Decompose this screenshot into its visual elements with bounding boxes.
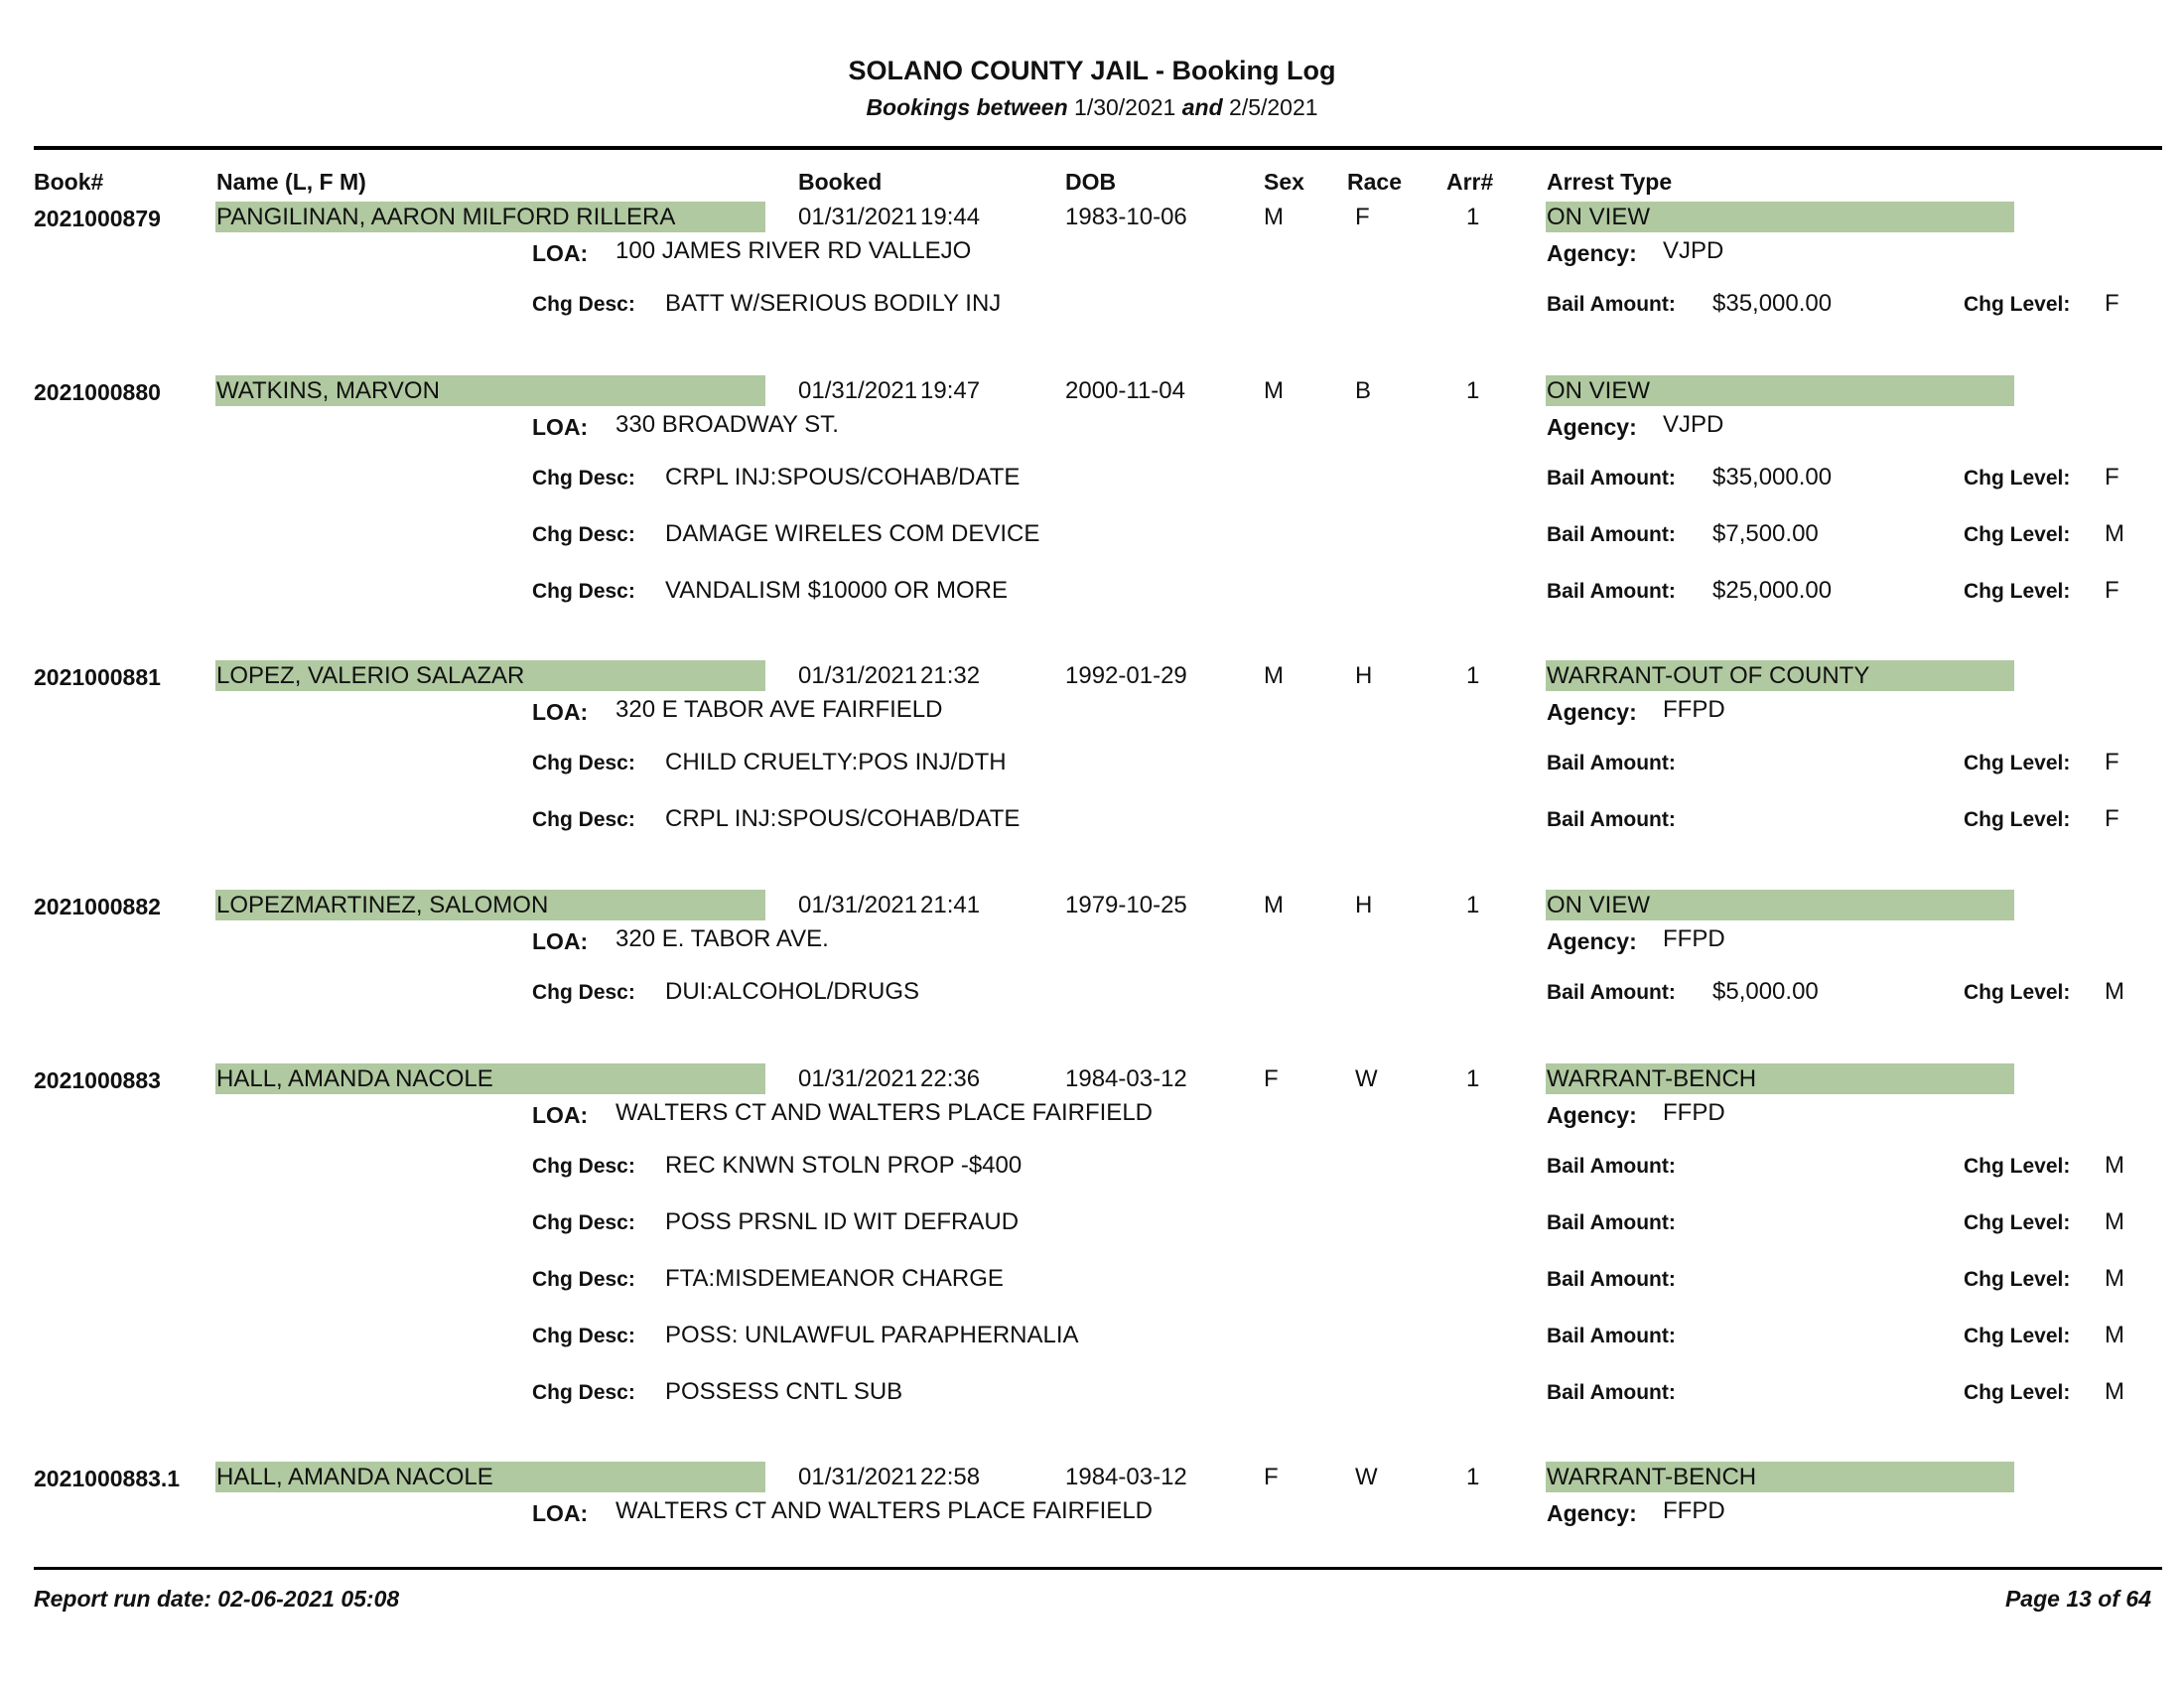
bail-amount-label: Bail Amount:: [1547, 1155, 1676, 1178]
col-arrest-type: Arrest Type: [1547, 169, 1673, 195]
dob: 1983-10-06: [1065, 204, 1187, 230]
agency-label: Agency:: [1547, 1500, 1637, 1526]
col-sex: Sex: [1264, 169, 1304, 195]
chg-level-label: Chg Level:: [1964, 808, 2071, 831]
book-number: 2021000879: [34, 206, 161, 231]
race: W: [1355, 1464, 1378, 1490]
chg-level-label: Chg Level:: [1964, 293, 2071, 316]
charge-description: FTA:MISDEMEANOR CHARGE: [665, 1265, 1004, 1292]
report-subtitle: [0, 94, 2184, 121]
agency-value: FFPD: [1663, 696, 1725, 723]
race: H: [1355, 662, 1373, 689]
agency-label: Agency:: [1547, 240, 1637, 266]
charge-level: M: [2105, 1265, 2124, 1292]
arrest-type: ON VIEW: [1547, 892, 1651, 918]
chg-level-label: Chg Level:: [1964, 467, 2071, 490]
dob: 1979-10-25: [1065, 892, 1187, 918]
charge-level: F: [2105, 749, 2119, 775]
sex: M: [1264, 662, 1284, 689]
bail-amount-label: Bail Amount:: [1547, 1211, 1676, 1234]
chg-desc-label: Chg Desc:: [532, 1268, 635, 1291]
loa-value: WALTERS CT AND WALTERS PLACE FAIRFIELD: [615, 1099, 1153, 1126]
top-rule: [34, 146, 2162, 150]
arrest-type: WARRANT-BENCH: [1547, 1464, 1757, 1490]
inmate-name: LOPEZ, VALERIO SALAZAR: [216, 662, 525, 689]
charge-description: BATT W/SERIOUS BODILY INJ: [665, 290, 1002, 317]
bail-amount-label: Bail Amount:: [1547, 981, 1676, 1004]
inmate-name: WATKINS, MARVON: [216, 377, 440, 404]
bail-amount-label: Bail Amount:: [1547, 752, 1676, 774]
chg-desc-label: Chg Desc:: [532, 1381, 635, 1404]
bail-amount-label: Bail Amount:: [1547, 1268, 1676, 1291]
sex: F: [1264, 1065, 1279, 1092]
charge-description: POSS PRSNL ID WIT DEFRAUD: [665, 1208, 1020, 1235]
chg-level-label: Chg Level:: [1964, 1268, 2071, 1291]
chg-desc-label: Chg Desc:: [532, 467, 635, 490]
dob: 1992-01-29: [1065, 662, 1187, 689]
bail-amount: $5,000.00: [1712, 978, 1819, 1005]
agency-value: FFPD: [1663, 1497, 1725, 1524]
loa-value: 320 E TABOR AVE FAIRFIELD: [615, 696, 943, 723]
agency-value: VJPD: [1663, 237, 1724, 264]
col-dob: DOB: [1065, 169, 1117, 195]
booked-date: 01/31/2021: [798, 662, 918, 689]
chg-desc-label: Chg Desc:: [532, 1325, 635, 1347]
booked-time: 22:58: [920, 1464, 981, 1490]
charge-level: M: [2105, 1378, 2124, 1405]
subtitle-prefix: Bookings between: [866, 94, 1068, 120]
race: H: [1355, 892, 1373, 918]
booked-date: 01/31/2021: [798, 1065, 918, 1092]
bail-amount-label: Bail Amount:: [1547, 808, 1676, 831]
race: F: [1355, 204, 1370, 230]
booked-time: 22:36: [920, 1065, 981, 1092]
arrest-number: 1: [1466, 662, 1480, 689]
race: B: [1355, 377, 1372, 404]
bottom-rule: [34, 1567, 2162, 1570]
bail-amount-label: Bail Amount:: [1547, 293, 1676, 316]
agency-label: Agency:: [1547, 414, 1637, 440]
charge-description: DUI:ALCOHOL/DRUGS: [665, 978, 920, 1005]
bail-amount-label: Bail Amount:: [1547, 1381, 1676, 1404]
dob: 1984-03-12: [1065, 1464, 1187, 1490]
arrest-type: ON VIEW: [1547, 377, 1651, 404]
charge-description: CRPL INJ:SPOUS/COHAB/DATE: [665, 464, 1021, 491]
arrest-type: WARRANT-OUT OF COUNTY: [1547, 662, 1870, 689]
booked-time: 19:47: [920, 377, 981, 404]
charge-level: M: [2105, 1322, 2124, 1348]
arrest-number: 1: [1466, 377, 1480, 404]
subtitle-and: and: [1181, 94, 1223, 120]
charge-description: POSSESS CNTL SUB: [665, 1378, 903, 1405]
chg-desc-label: Chg Desc:: [532, 1155, 635, 1178]
chg-level-label: Chg Level:: [1964, 580, 2071, 603]
inmate-name: PANGILINAN, AARON MILFORD RILLERA: [216, 204, 676, 230]
agency-label: Agency:: [1547, 1102, 1637, 1128]
charge-level: F: [2105, 464, 2119, 491]
bail-amount: $35,000.00: [1712, 290, 1833, 317]
chg-level-label: Chg Level:: [1964, 1325, 2071, 1347]
booked-time: 21:32: [920, 662, 981, 689]
col-arr: Arr#: [1446, 169, 1494, 195]
sex: M: [1264, 377, 1284, 404]
col-name: Name (L, F M): [216, 169, 366, 195]
chg-level-label: Chg Level:: [1964, 1155, 2071, 1178]
chg-desc-label: Chg Desc:: [532, 1211, 635, 1234]
inmate-name: HALL, AMANDA NACOLE: [216, 1065, 493, 1092]
loa-label: LOA:: [532, 240, 589, 266]
chg-desc-label: Chg Desc:: [532, 523, 635, 546]
charge-description: REC KNWN STOLN PROP -$400: [665, 1152, 1023, 1179]
agency-label: Agency:: [1547, 699, 1637, 725]
arrest-number: 1: [1466, 204, 1480, 230]
arrest-type: WARRANT-BENCH: [1547, 1065, 1757, 1092]
book-number: 2021000880: [34, 379, 161, 405]
chg-desc-label: Chg Desc:: [532, 580, 635, 603]
booked-time: 19:44: [920, 204, 981, 230]
book-number: 2021000882: [34, 894, 161, 919]
chg-level-label: Chg Level:: [1964, 981, 2071, 1004]
inmate-name: HALL, AMANDA NACOLE: [216, 1464, 493, 1490]
loa-label: LOA:: [532, 1500, 589, 1526]
dob: 1984-03-12: [1065, 1065, 1187, 1092]
sex: M: [1264, 204, 1284, 230]
booked-date: 01/31/2021: [798, 377, 918, 404]
charge-description: CRPL INJ:SPOUS/COHAB/DATE: [665, 805, 1021, 832]
chg-level-label: Chg Level:: [1964, 523, 2071, 546]
inmate-name: LOPEZMARTINEZ, SALOMON: [216, 892, 549, 918]
agency-value: FFPD: [1663, 925, 1725, 952]
loa-value: 330 BROADWAY ST.: [615, 411, 839, 438]
booked-date: 01/31/2021: [798, 892, 918, 918]
bail-amount-label: Bail Amount:: [1547, 523, 1676, 546]
arrest-type: ON VIEW: [1547, 204, 1651, 230]
loa-value: WALTERS CT AND WALTERS PLACE FAIRFIELD: [615, 1497, 1153, 1524]
loa-label: LOA:: [532, 1102, 589, 1128]
report-title: SOLANO COUNTY JAIL - Booking Log: [848, 56, 1336, 85]
charge-description: VANDALISM $10000 OR MORE: [665, 577, 1009, 604]
agency-value: FFPD: [1663, 1099, 1725, 1126]
charge-level: M: [2105, 1208, 2124, 1235]
col-booked: Booked: [798, 169, 883, 195]
bail-amount: $35,000.00: [1712, 464, 1833, 491]
loa-label: LOA:: [532, 414, 589, 440]
arrest-number: 1: [1466, 1464, 1480, 1490]
bail-amount-label: Bail Amount:: [1547, 467, 1676, 490]
end-date: 2/5/2021: [1229, 94, 1318, 120]
charge-level: M: [2105, 520, 2124, 547]
chg-level-label: Chg Level:: [1964, 752, 2071, 774]
page-number: Page 13 of 64: [2004, 1586, 2151, 1612]
col-book: Book#: [34, 169, 104, 195]
arrest-number: 1: [1466, 1065, 1480, 1092]
chg-desc-label: Chg Desc:: [532, 981, 635, 1004]
sex: F: [1264, 1464, 1279, 1490]
loa-value: 320 E. TABOR AVE.: [615, 925, 829, 952]
chg-level-label: Chg Level:: [1964, 1381, 2071, 1404]
charge-description: DAMAGE WIRELES COM DEVICE: [665, 520, 1040, 547]
booked-date: 01/31/2021: [798, 1464, 918, 1490]
loa-value: 100 JAMES RIVER RD VALLEJO: [615, 237, 972, 264]
charge-level: M: [2105, 978, 2124, 1005]
charge-description: CHILD CRUELTY:POS INJ/DTH: [665, 749, 1007, 775]
booked-time: 21:41: [920, 892, 981, 918]
bail-amount-label: Bail Amount:: [1547, 1325, 1676, 1347]
start-date: 1/30/2021: [1074, 94, 1176, 120]
bail-amount: $25,000.00: [1712, 577, 1833, 604]
col-race: Race: [1347, 169, 1402, 195]
chg-desc-label: Chg Desc:: [532, 752, 635, 774]
agency-value: VJPD: [1663, 411, 1724, 438]
book-number: 2021000883: [34, 1067, 161, 1093]
loa-label: LOA:: [532, 699, 589, 725]
agency-label: Agency:: [1547, 928, 1637, 954]
booked-date: 01/31/2021: [798, 204, 918, 230]
book-number: 2021000883.1: [34, 1466, 181, 1491]
race: W: [1355, 1065, 1378, 1092]
charge-level: F: [2105, 577, 2119, 604]
charge-level: F: [2105, 290, 2119, 317]
chg-level-label: Chg Level:: [1964, 1211, 2071, 1234]
arrest-number: 1: [1466, 892, 1480, 918]
sex: M: [1264, 892, 1284, 918]
chg-desc-label: Chg Desc:: [532, 293, 635, 316]
book-number: 2021000881: [34, 664, 161, 690]
charge-description: POSS: UNLAWFUL PARAPHERNALIA: [665, 1322, 1079, 1348]
loa-label: LOA:: [532, 928, 589, 954]
charge-level: M: [2105, 1152, 2124, 1179]
chg-desc-label: Chg Desc:: [532, 808, 635, 831]
bail-amount-label: Bail Amount:: [1547, 580, 1676, 603]
bail-amount: $7,500.00: [1712, 520, 1819, 547]
charge-level: F: [2105, 805, 2119, 832]
dob: 2000-11-04: [1065, 377, 1185, 404]
report-run-date: Report run date: 02-06-2021 05:08: [34, 1586, 400, 1612]
